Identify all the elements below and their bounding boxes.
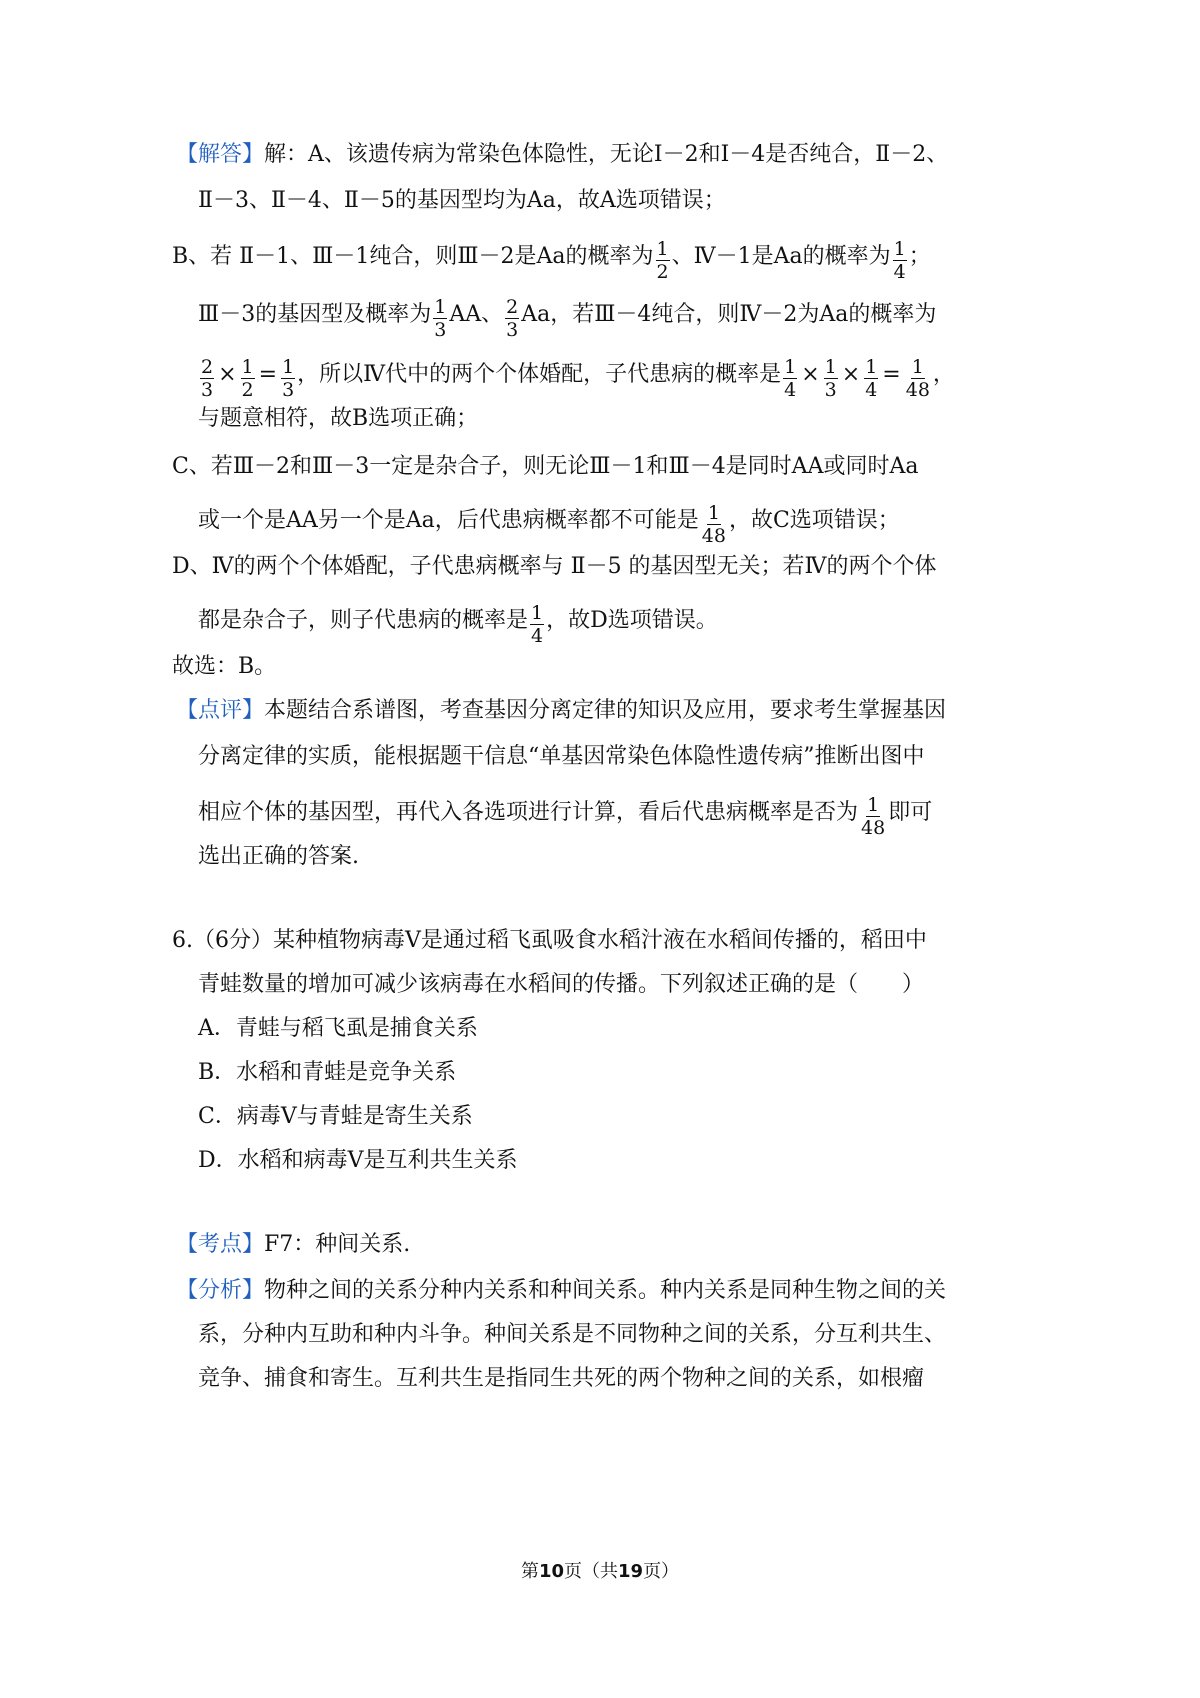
answer-text-1: 解：A、该遗传病为常染色体隐性，无论Ⅰ－2和Ⅰ－4是否纯合，Ⅱ－2、 <box>264 142 949 167</box>
fraction-1-4: $\frac{1}{4}$ <box>865 356 878 401</box>
times-sign: × <box>801 361 820 387</box>
question-stem-line-2 <box>198 970 924 1000</box>
review-text-4: 选出正确的答案. <box>198 844 359 869</box>
fraction-1-48: $\frac{1}{48}$ <box>905 356 930 401</box>
answer-d-text-2b: ，故D选项错误。 <box>546 607 718 633</box>
answer-line-1 <box>176 140 948 170</box>
analysis-line-1 <box>176 1276 946 1306</box>
answer-b-text-2b: AA、 <box>449 301 504 327</box>
answer-b-line-2 <box>198 292 937 341</box>
answer-b-text-2a: Ⅲ－3的基因型及概率为 <box>198 301 432 327</box>
footer-mid: 页（共 <box>564 1561 618 1582</box>
review-line-3 <box>198 790 933 839</box>
answer-choice-text: 故选：B。 <box>172 654 277 679</box>
analysis-text-2: 系，分种内互助和种内斗争。种间关系是不同物种之间的关系，分互利共生、 <box>198 1322 947 1347</box>
answer-b-text-3a: ，所以Ⅳ代中的两个个体婚配，子代患病的概率是 <box>297 361 782 387</box>
fraction-1-2: $\frac{1}{2}$ <box>241 356 254 401</box>
question-stem-2: 青蛙数量的增加可减少该病毒在水稻间的传播。下列叙述正确的是（ ） <box>198 972 925 997</box>
answer-b-text-3b: ， <box>932 361 955 387</box>
analysis-line-3 <box>198 1364 924 1394</box>
answer-b-line-4 <box>198 404 478 434</box>
point-line <box>176 1230 410 1260</box>
footer-page-number: 10 <box>538 1561 564 1582</box>
fraction-2-3: $\frac{2}{3}$ <box>506 296 519 341</box>
answer-d-line-1 <box>172 552 937 582</box>
review-tag: 【点评】 <box>176 698 265 723</box>
answer-b-text-2c: Aa，若Ⅲ－4纯合，则Ⅳ－2为Aa的概率为 <box>521 301 937 327</box>
answer-c-text-2a: 或一个是AA另一个是Aa，后代患病概率都不可能是 <box>198 507 699 533</box>
fraction-1-48: $\frac{1}{48}$ <box>861 794 886 839</box>
answer-c-line-1 <box>172 452 918 482</box>
review-text-2: 分离定律的实质，能根据题干信息“单基因常染色体隐性遗传病”推断出图中 <box>198 744 925 769</box>
point-tag: 【考点】 <box>176 1232 265 1257</box>
option-c-text: C．病毒V与青蛙是寄生关系 <box>198 1104 473 1129</box>
fraction-1-3: $\frac{1}{3}$ <box>282 356 295 401</box>
answer-line-2 <box>198 186 726 216</box>
analysis-text-1: 物种之间的关系分种内关系和种间关系。种内关系是同种生物之间的关 <box>264 1278 947 1303</box>
review-text-3b: 即可 <box>888 799 933 825</box>
answer-b-line-3 <box>198 352 955 401</box>
times-sign: × <box>218 361 237 387</box>
footer-post: 页） <box>643 1561 680 1582</box>
answer-c-text-1: C、若Ⅲ－2和Ⅲ－3一定是杂合子，则无论Ⅲ－1和Ⅲ－4是同时AA或同时Aa <box>172 454 919 479</box>
point-text: F7：种间关系. <box>264 1232 411 1257</box>
review-line-1 <box>176 696 946 726</box>
review-text-1: 本题结合系谱图，考查基因分离定律的知识及应用，要求考生掌握基因 <box>264 698 947 723</box>
fraction-1-4: $\frac{1}{4}$ <box>784 356 797 401</box>
equals-sign: = <box>258 361 278 387</box>
fraction-1-3: $\frac{1}{3}$ <box>824 356 837 401</box>
question-stem-line-1 <box>172 926 927 956</box>
review-text-3a: 相应个体的基因型，再代入各选项进行计算，看后代患病概率是否为 <box>198 799 859 825</box>
analysis-text-3: 竞争、捕食和寄生。互利共生是指同生共死的两个物种之间的关系，如根瘤 <box>198 1366 925 1391</box>
times-sign: × <box>841 361 861 387</box>
fraction-1-48: $\frac{1}{48}$ <box>701 502 726 547</box>
equals-sign: = <box>882 361 901 387</box>
answer-b-text-1c: ； <box>908 243 931 269</box>
analysis-tag: 【分析】 <box>176 1278 265 1303</box>
option-d-text: D．水稻和病毒V是互利共生关系 <box>198 1148 518 1173</box>
answer-d-text-1: D、Ⅳ的两个个体婚配，子代患病概率与 Ⅱ－5 的基因型无关；若Ⅳ的两个个体 <box>172 554 937 579</box>
question-option-d <box>198 1146 518 1176</box>
question-option-c <box>198 1102 473 1132</box>
answer-c-line-2 <box>198 498 900 547</box>
footer-pre: 第 <box>520 1561 539 1582</box>
fraction-1-2: $\frac{1}{2}$ <box>656 238 669 283</box>
question-option-a <box>198 1014 478 1044</box>
review-line-4 <box>198 842 359 872</box>
fraction-1-3: $\frac{1}{3}$ <box>434 296 447 341</box>
analysis-line-2 <box>198 1320 946 1350</box>
answer-b-text-1b: 、Ⅳ－1是Aa的概率为 <box>671 243 891 269</box>
answer-b-line-1 <box>172 234 931 283</box>
fraction-2-3: $\frac{2}{3}$ <box>201 356 214 401</box>
option-a-text: A．青蛙与稻飞虱是捕食关系 <box>198 1016 478 1041</box>
answer-choice <box>172 652 276 682</box>
fraction-1-4: $\frac{1}{4}$ <box>893 238 906 283</box>
option-b-text: B．水稻和青蛙是竞争关系 <box>198 1060 457 1085</box>
question-stem-1: 6.（6分）某种植物病毒V是通过稻飞虱吸食水稻汁液在水稻间传播的，稻田中 <box>172 928 927 953</box>
answer-tag: 【解答】 <box>176 142 265 167</box>
answer-c-text-2b: ，故C选项错误； <box>728 507 900 533</box>
answer-b-text-4: 与题意相符，故B选项正确； <box>198 406 479 431</box>
answer-d-line-2 <box>198 598 718 647</box>
footer-total-pages: 19 <box>618 1561 644 1582</box>
answer-text-2: Ⅱ－3、Ⅱ－4、Ⅱ－5的基因型均为Aa，故A选项错误； <box>198 188 726 213</box>
review-line-2 <box>198 742 925 772</box>
page-footer <box>0 1560 1200 1584</box>
question-option-b <box>198 1058 456 1088</box>
fraction-1-4: $\frac{1}{4}$ <box>531 602 544 647</box>
answer-d-text-2a: 都是杂合子，则子代患病的概率是 <box>198 607 529 633</box>
answer-b-text-1a: B、若 Ⅱ－1、Ⅲ－1纯合，则Ⅲ－2是Aa的概率为 <box>172 243 654 269</box>
